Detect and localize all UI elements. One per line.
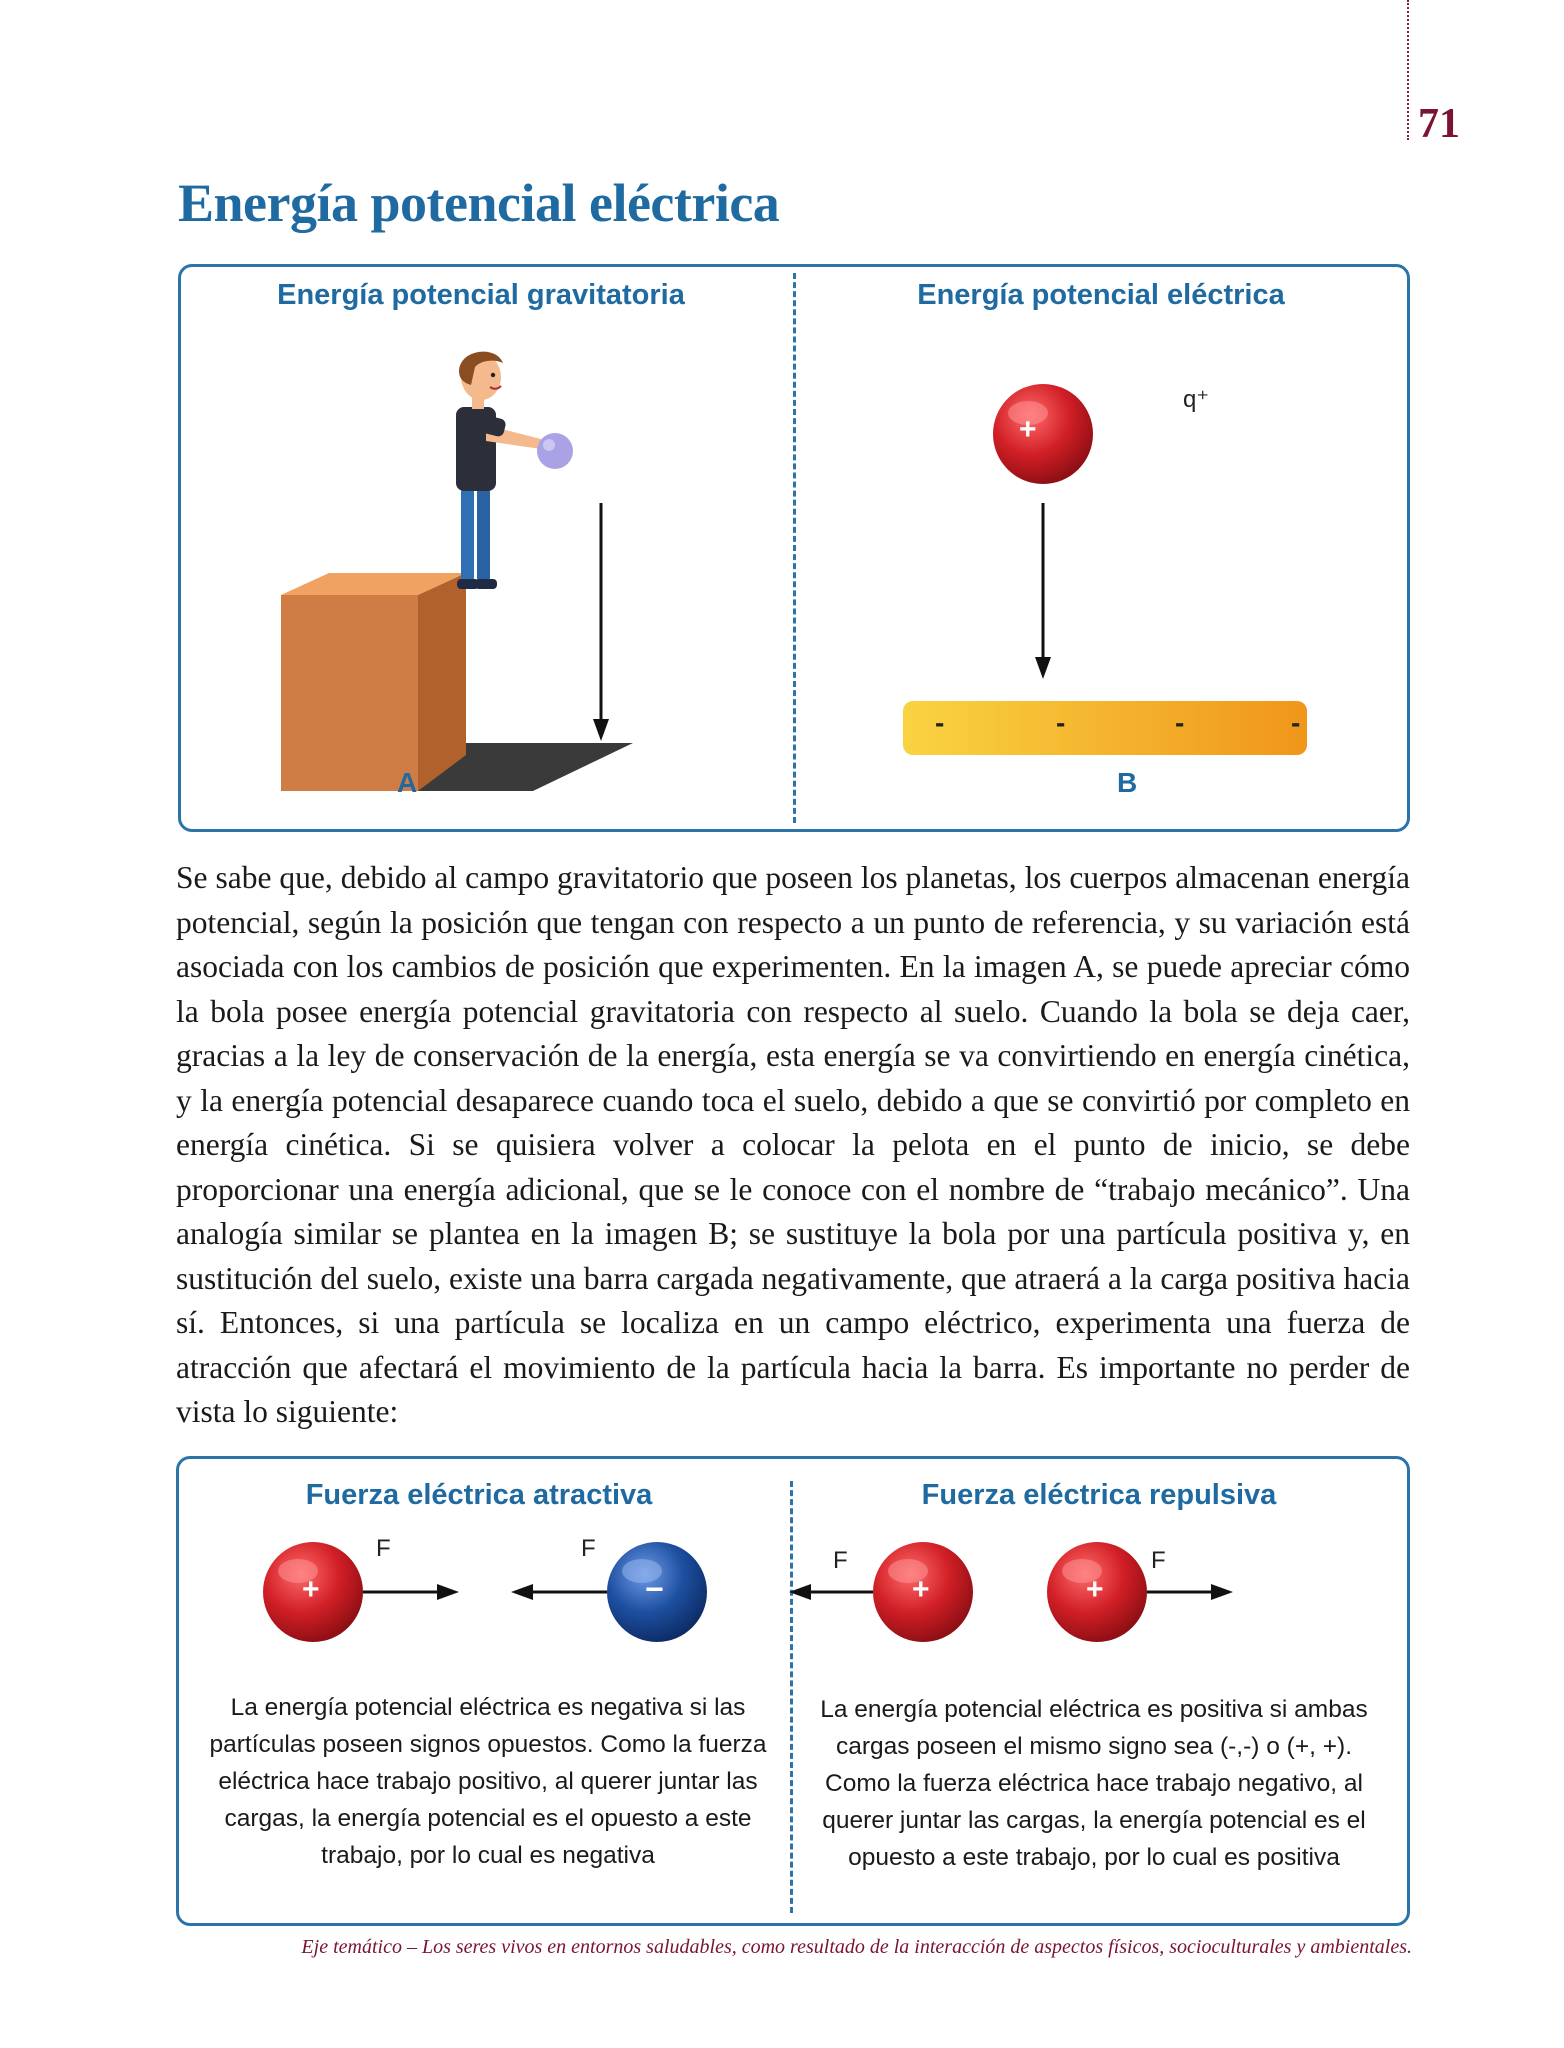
comparison-figure-box bbox=[178, 264, 1410, 832]
person bbox=[456, 352, 541, 589]
body-paragraph: Se sabe que, debido al campo gravitatorio que poseen los planetas, los cuerpos almacenan energía potencial, según la posición que tengan con respecto a un punto de referencia, y su variación está asociada con los cambios de posición que experimenten. En la imagen A, se puede apreciar cómo la bola posee energía potencial gravitatoria con respecto al suelo. Cuando la bola se deja caer, gracias a la ley de conservación de la energía, esta energía se va convirtiendo en energía cinética, y la energía potencial desaparece cuando toca el suelo, debido a que se convirtió por completo en energía cinética. Si se quisiera volver a colocar la pelota en el punto de inicio, se debe proporcionar una energía adicional, que se le conoce con el nombre de “trabajo mecánico”. Una analogía similar se plantea en la imagen B; se sustituye la bola por una partícula positiva y, en sustitución del suelo, existe una barra cargada negativamente, que atraerá a la carga positiva hacia sí. Entonces, si una partícula se localiza en un campo eléctrico, experimenta una fuerza de atracción que afectará el movimiento de la partícula hacia la barra. Es importante no perder de vista lo siguiente: bbox=[176, 860, 1410, 1429]
electric-illustration bbox=[793, 267, 1413, 827]
bar-sign-1: - bbox=[935, 707, 945, 738]
page-number: 71 bbox=[1418, 101, 1460, 147]
bar-sign-3: - bbox=[1175, 707, 1185, 738]
box-side-face bbox=[418, 573, 466, 791]
fall-arrow-head bbox=[593, 719, 609, 741]
repulsive-force-label-left: F bbox=[833, 1547, 848, 1574]
attraction-arrow-head bbox=[1035, 657, 1051, 679]
repulsive-plus-sign-1: + bbox=[912, 1573, 930, 1606]
electric-panel-heading: Energía potencial eléctrica bbox=[917, 279, 1285, 311]
attractive-heading: Fuerza eléctrica atractiva bbox=[305, 1479, 653, 1511]
negative-bar bbox=[903, 701, 1307, 755]
bar-sign-2: - bbox=[1056, 707, 1066, 738]
repulsive-description: La energía potencial eléctrica es positiva si ambas cargas poseen el mismo signo sea (-,-) o (+, +). Como la fuerza eléctrica hace trabajo negativo, al querer juntar las cargas, la energía potencial es el opuesto a este trabajo, por lo cual es positiva bbox=[820, 1696, 1368, 1871]
repulsive-force-label-right: F bbox=[1151, 1547, 1166, 1574]
page-footer: Eje temático – Los seres vivos en entornos saludables, como resultado de la interacción de aspectos físicos, socioculturales y ambientales. bbox=[301, 1936, 1412, 1958]
bar-sign-4: - bbox=[1291, 707, 1301, 738]
box-front-face bbox=[281, 595, 418, 791]
attractive-force-label-right: F bbox=[581, 1535, 596, 1562]
repulsive-heading: Fuerza eléctrica repulsiva bbox=[921, 1479, 1277, 1511]
page-margin-rule bbox=[1407, 0, 1409, 140]
gravitational-panel-heading: Energía potencial gravitatoria bbox=[277, 279, 685, 311]
figure-label-a: A bbox=[397, 767, 418, 798]
forces-illustration bbox=[179, 1459, 1407, 1659]
charge-plus-sign: + bbox=[1019, 413, 1037, 446]
figure-label-b: B bbox=[1117, 767, 1138, 798]
page-title: Energía potencial eléctrica bbox=[178, 173, 780, 233]
attractive-description: La energía potencial eléctrica es negativa si las partículas poseen signos opuestos. Como la fuerza eléctrica hace trabajo positivo, al querer juntar las cargas, la energía potencial es el opuesto a este trabajo, por lo cual es negativa bbox=[209, 1694, 767, 1869]
repulsive-plus-sign-2: + bbox=[1086, 1573, 1104, 1606]
attractive-minus-sign: − bbox=[645, 1571, 664, 1607]
gravitational-illustration bbox=[181, 267, 793, 827]
positive-charge bbox=[993, 384, 1093, 484]
charge-label-q-plus: q⁺ bbox=[1183, 386, 1210, 413]
ball bbox=[537, 433, 573, 469]
forces-box bbox=[176, 1456, 1410, 1926]
attractive-force-label-left: F bbox=[376, 1535, 391, 1562]
attractive-plus-sign: + bbox=[302, 1573, 320, 1606]
